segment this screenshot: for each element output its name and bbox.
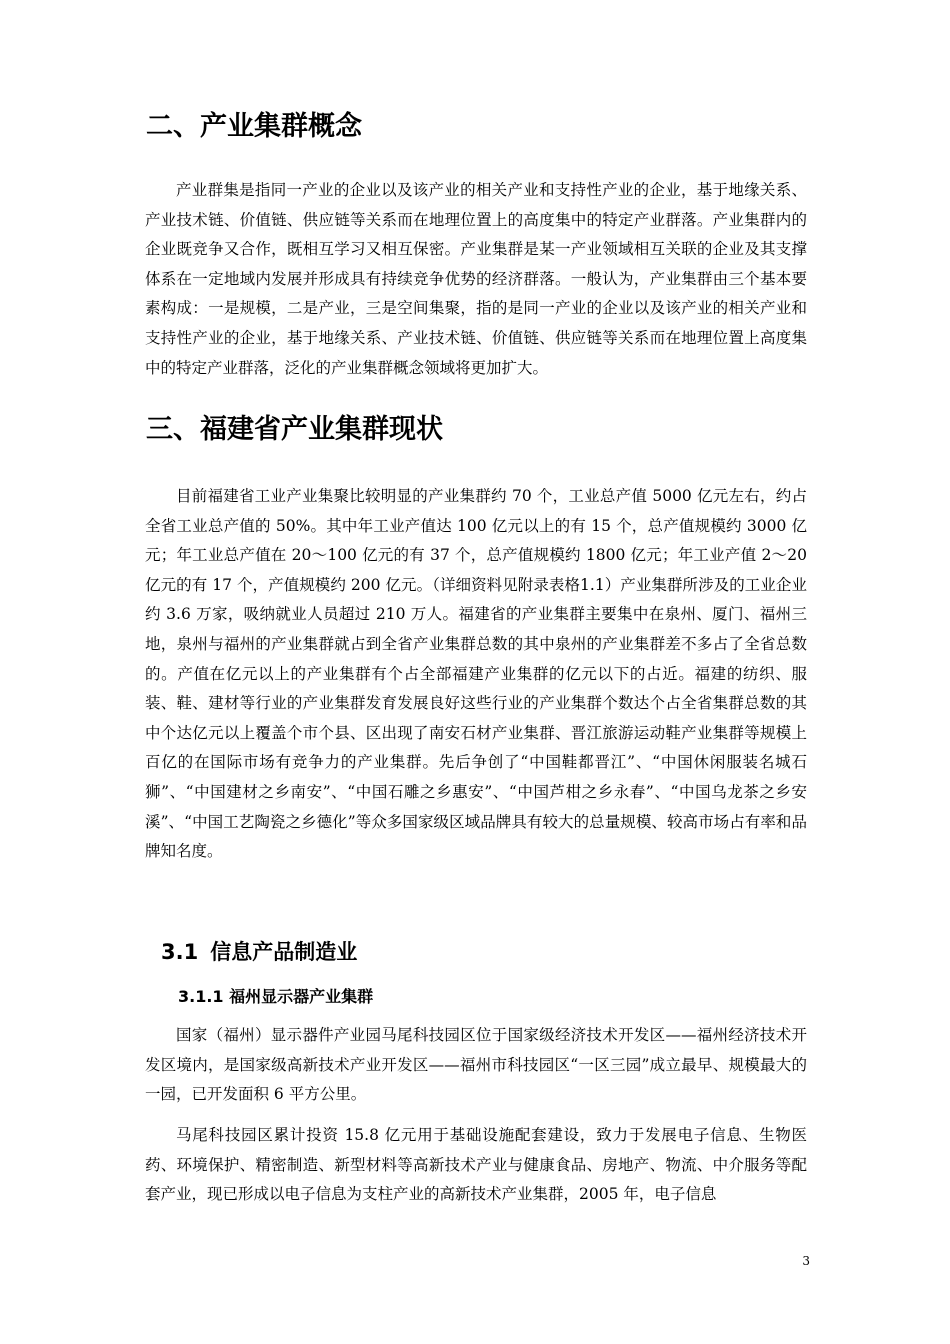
page-number: 3 [802,1254,810,1268]
section-3-heading: 三、福建省产业集群现状 [146,414,443,445]
section-2-heading: 二、产业集群概念 [146,111,362,142]
section-3-1-1-heading: 3.1.1 福州显示器产业集群 [178,987,374,1006]
section-3-paragraph: 目前福建省工业产业集聚比较明显的产业集群约 70 个，工业总产值 5000 亿元左右，约占全省工业总产值的 50%。其中年工业产值达 100 亿元以上的有 15 个，总产值规模约 3000 亿元；年工业总产值在 20～100 亿元的有 37 个，总产值规模约 1800 亿元；年工业产值 2～20 亿元的有 17 个，产值规模约 200 亿元。（详细资料见附录表格1.1）产业集群所涉及的工业企业约 3.6 万家，吸纳就业人员超过 210 万人。福建省的产业集群主要集中在泉州、厦门、福州三地，泉州与福州的产业集群就占到全省产业集群总数的其中泉州的产业集群差不多占了全省总数的。产值在亿元以上的产业集群有个占全部福建产业集群的亿元以下的占近。福建的纺织、服装、鞋、建材等行业的产业集群发育发展良好这些行业的产业集群个数达个占全省集群总数的其中个达亿元以上覆盖个市个县、区出现了南安石材产业集群、晋江旅游运动鞋产业集群等规模上百亿的在国际市场有竞争力的产业集群。先后争创了“中国鞋都晋江”、“中国休闲服装名城石狮”、“中国建材之乡南安”、“中国石雕之乡惠安”、“中国芦柑之乡永春”、“中国乌龙茶之乡安溪”、“中国工艺陶瓷之乡德化”等众多国家级区域品牌具有较大的总量规模、较高市场占有率和品牌知名度。 [145,487,807,861]
section-3-1-1-paragraph-2: 马尾科技园区累计投资 15.8 亿元用于基础设施配套建设，致力于发展电子信息、生物医药、环境保护、精密制造、新型材料等高新技术产业与健康食品、房地产、物流、中介服务等配套产业，现已形成以电子信息为支柱产业的高新技术产业集群，2005 年，电子信息 [145,1126,807,1204]
section-3-1-heading [161,938,357,966]
section-3-1-1-paragraph-1: 国家（福州）显示器件产业园马尾科技园区位于国家级经济技术开发区——福州经济技术开发区境内，是国家级高新技术产业开发区——福州市科技园区“一区三园”成立最早、规模最大的一园，已开发面积 6 平方公里。 [145,1026,807,1104]
section-3-1-number: 3.1 [161,940,199,964]
section-2-paragraph: 产业群集是指同一产业的企业以及该产业的相关产业和支持性产业的企业，基于地缘关系、产业技术链、价值链、供应链等关系而在地理位置上的高度集中的特定产业群落。产业集群内的企业既竞争又合作，既相互学习又相互保密。产业集群是某一产业领域相互关联的企业及其支撑体系在一定地域内发展并形成具有持续竞争优势的经济群落。一般认为，产业集群由三个基本要素构成：一是规模，二是产业，三是空间集聚，指的是同一产业的企业以及该产业的相关产业和支持性产业的企业，基于地缘关系、产业技术链、价值链、供应链等关系而在地理位置上高度集中的特定产业群落，泛化的产业集群概念领域将更加扩大。 [145,181,807,377]
section-3-1-title: 信息产品制造业 [210,940,358,964]
